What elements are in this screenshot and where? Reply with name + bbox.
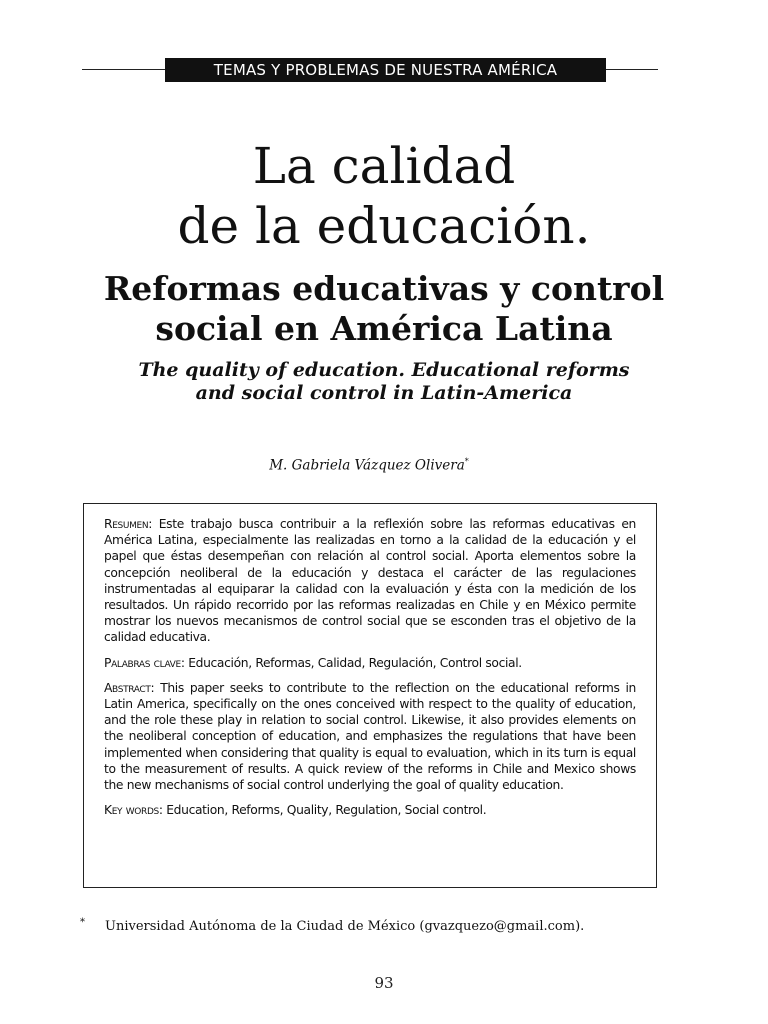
english-title-line-2: and social control in Latin-America (195, 382, 573, 404)
resumen-label: Resumen: (104, 517, 153, 531)
footnote (80, 919, 680, 934)
key-words-text: Education, Reforms, Quality, Regulation, Social control. (166, 803, 487, 818)
footnote-text: Universidad Autónoma de la Ciudad de México (gvazquezo@gmail.com). (105, 919, 585, 934)
key-words-paragraph (104, 802, 636, 818)
abstract-paragraph (104, 680, 636, 793)
subtitle-line-1: Reformas educativas y control (103, 269, 665, 308)
article-subtitle (0, 269, 768, 349)
article-title (0, 136, 768, 256)
author-footnote-mark: * (464, 457, 469, 466)
title-line-1: La calidad (252, 137, 516, 195)
author-name: M. Gabriela Vázquez Olivera (269, 457, 465, 474)
footnote-mark: * (80, 917, 85, 928)
key-words-label: Key words: (104, 803, 163, 818)
palabras-clave-text: Educación, Reformas, Calidad, Regulación, Control social. (188, 655, 522, 670)
page-number: 93 (374, 974, 394, 992)
title-line-2: de la educación. (177, 197, 591, 255)
subtitle-line-2: social en América Latina (155, 309, 613, 348)
abstract-label: Abstract: (104, 680, 155, 695)
palabras-clave-label: Palabras clave: (104, 655, 185, 670)
english-title (0, 359, 768, 405)
author-line (0, 457, 738, 474)
resumen-text: Este trabajo busca contribuir a la reflexión sobre las reformas educativas en América Latina, especialmente las realizadas en torno a la calidad de la educación y el papel que éstas desempeñan con relación al control social. Aporta elementos sobre la concepción neoliberal de la educación y destaca el carácter de las regulaciones instrumentadas al equiparar la calidad con la evaluación y ésta con la medición de los resultados. Un rápido recorrido por las reformas realizadas en Chile y en México permite mostrar los nuevos mecanismos de control social que se esconden tras el objetivo de la calidad educativa. (104, 517, 636, 645)
resumen-paragraph (104, 516, 636, 646)
abstract-box (83, 503, 657, 888)
journal-section-header: TEMAS Y PROBLEMAS DE NUESTRA AMÉRICA (165, 58, 606, 82)
english-title-line-1: The quality of education. Educational reforms (138, 359, 630, 381)
abstract-text: This paper seeks to contribute to the reflection on the educational reforms in Latin America, specifically on the ones conceived with respect to the quality of education, and the role these play in relation to social control. Likewise, it also provides elements on the neoliberal conception of education, and emphasizes the regulations that have been implemented when considering that quality is equal to evaluation, which in its turn is equal to the measurement of results. A quick review of the reforms in Chile and Mexico shows the new mechanisms of social control underlying the goal of quality education. (104, 680, 636, 793)
palabras-clave-paragraph (104, 655, 636, 671)
